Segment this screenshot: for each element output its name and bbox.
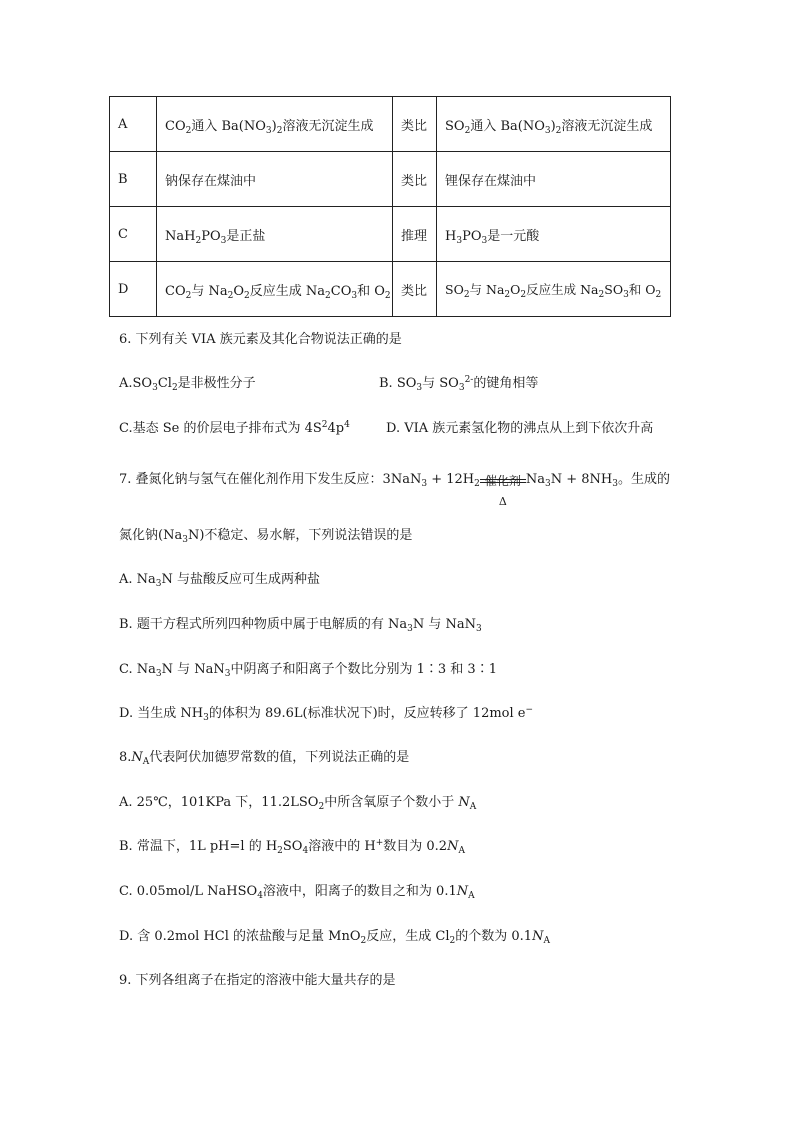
q7-option-d: D. 当生成 $NH_3$的体积为 89.6L(标准状况下)时，反应转移了 12mol e−	[119, 705, 534, 723]
question-7-stem: 7. 叠氮化钠与氢气在催化剂作用下发生反应：$3NaN_3 + 12H_2$ 催化剂 Δ $Na_3N + 8NH_3$。生成的	[119, 462, 670, 498]
q6-option-c: C.基态 Se 的价层电子排布式为 $4S^24p^4$	[119, 420, 350, 436]
reaction-arrow: 催化剂 Δ	[480, 463, 526, 497]
question-8-stem: $8.N_A$代表阿伏加德罗常数的值，下列说法正确的是	[119, 750, 410, 767]
question-9-stem: 9. 下列各组离子在指定的溶液中能大量共存的是	[119, 973, 396, 988]
row-statement: $CO_2$通入 $Ba(NO_3)_2$溶液无沉淀生成	[157, 97, 393, 152]
row-conclusion: $H_3PO_3$是一元酸	[437, 207, 671, 262]
question-7-stem-cont: 氮化钠$(Na_3N)$不稳定、易水解，下列说法错误的是	[119, 528, 413, 545]
row-conclusion: $SO_2$通入 $Ba(NO_3)_2$溶液无沉淀生成	[437, 97, 671, 152]
reaction-equation: $3NaN_3 + 12H_2$ 催化剂 Δ $Na_3N + 8NH_3$	[383, 472, 618, 487]
table-row	[110, 152, 671, 207]
row-letter: C	[110, 207, 157, 262]
q8-option-d: D. 含 0.2mol HCl 的浓盐酸与足量 MnO$_2$反应，生成 $Cl_2$的个数为 $0.1N_A$	[119, 929, 550, 946]
q8-option-a: A. 25℃，101KPa 下，$11.2LSO_2$中所含氧原子个数小于 $N_A$	[119, 795, 477, 812]
row-conclusion: 锂保存在煤油中	[437, 152, 671, 207]
row-statement: $CO_2$与 $Na_2O_2$反应生成 $Na_2CO_3$和 $O_2$	[157, 262, 393, 317]
q7-option-a: A. $Na_3N$ 与盐酸反应可生成两种盐	[119, 572, 321, 589]
q6-option-d: D. VIA 族元素氢化物的沸点从上到下依次升高	[386, 421, 654, 436]
q8-option-b: B. 常温下，1L pH=l 的 $H_2SO_4$溶液中的 H+数目为 $0.2N_A$	[119, 838, 465, 856]
q6-option-a: $A.SO_3Cl_2$是非极性分子	[119, 376, 256, 393]
row-method: 类比	[393, 97, 437, 152]
q8-option-c: C. 0.05mol/L NaHSO$_4$溶液中，阳离子的数目之和为 $0.1N_A$	[119, 884, 475, 901]
row-letter: A	[110, 97, 157, 152]
comparison-table	[109, 96, 671, 317]
row-method: 推理	[393, 207, 437, 262]
table-row	[110, 262, 671, 317]
table-row	[110, 207, 671, 262]
row-statement: $NaH_2PO_3$是正盐	[157, 207, 393, 262]
q6-option-b: B. $SO_3$与 $SO_3^{2-}$的键角相等	[379, 375, 539, 393]
row-method: 类比	[393, 152, 437, 207]
q7-option-c: C. $Na_3N$ 与 NaN$_3$中阴离子和阳离子个数比分别为 1∶3 和 3∶1	[119, 662, 497, 679]
row-method: 类比	[393, 262, 437, 317]
row-conclusion: $SO_2$与 $Na_2O_2$反应生成 $Na_2SO_3$和 $O_2$	[437, 262, 671, 317]
row-letter: D	[110, 262, 157, 317]
question-6-stem: 6. 下列有关 VIA 族元素及其化合物说法正确的是	[119, 332, 402, 347]
q7-option-b: B. 题干方程式所列四种物质中属于电解质的有 $Na_3N$ 与 NaN$_3$	[119, 617, 482, 634]
row-statement: 钠保存在煤油中	[157, 152, 393, 207]
table-row	[110, 97, 671, 152]
row-letter: B	[110, 152, 157, 207]
